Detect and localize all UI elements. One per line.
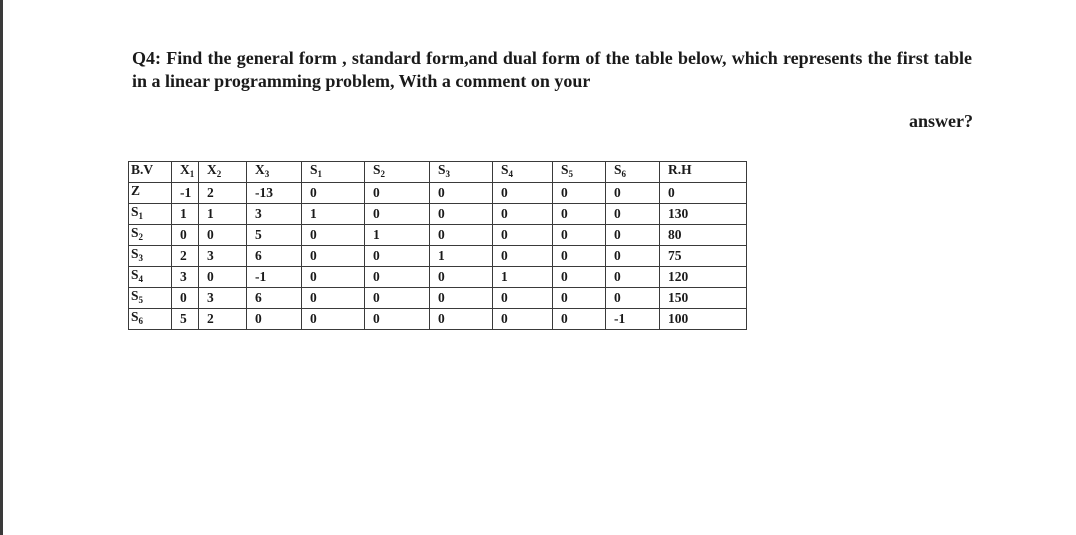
table-cell: -1 xyxy=(247,267,302,288)
table-cell: 6 xyxy=(247,288,302,309)
cell-label: S xyxy=(438,162,446,177)
cell-subscript: 4 xyxy=(508,169,514,179)
cell-label: S xyxy=(614,162,622,177)
table-cell: 0 xyxy=(302,309,365,330)
table-cell: 130 xyxy=(660,204,747,225)
table-cell: -1 xyxy=(172,183,199,204)
column-header xyxy=(247,162,302,183)
cell-subscript: 5 xyxy=(138,295,144,305)
table-cell: 0 xyxy=(553,309,606,330)
column-header xyxy=(199,162,247,183)
table-cell: -1 xyxy=(606,309,660,330)
page-left-border xyxy=(0,0,3,535)
table-header-row xyxy=(129,162,747,183)
table-cell: 0 xyxy=(430,183,493,204)
cell-label: S xyxy=(131,309,139,324)
cell-label: S xyxy=(131,288,139,303)
cell-subscript: 1 xyxy=(317,169,323,179)
table-cell: 0 xyxy=(606,246,660,267)
table-cell: 2 xyxy=(199,309,247,330)
table-cell: 100 xyxy=(660,309,747,330)
table-cell: 6 xyxy=(247,246,302,267)
table-cell: 0 xyxy=(606,225,660,246)
table-cell: 2 xyxy=(172,246,199,267)
simplex-table-body xyxy=(129,162,747,330)
table-cell: 0 xyxy=(493,246,553,267)
cell-label: X xyxy=(207,162,217,177)
table-cell: 0 xyxy=(247,309,302,330)
cell-label: X xyxy=(255,162,265,177)
table-cell: 0 xyxy=(606,183,660,204)
table-cell: 2 xyxy=(199,183,247,204)
table-cell: 0 xyxy=(302,225,365,246)
table-cell: 0 xyxy=(365,183,430,204)
table-cell: 0 xyxy=(553,246,606,267)
cell-subscript: 2 xyxy=(380,169,386,179)
table-cell: 80 xyxy=(660,225,747,246)
table-row xyxy=(129,183,747,204)
table-cell: 0 xyxy=(365,246,430,267)
table-cell: -13 xyxy=(247,183,302,204)
table-cell: 0 xyxy=(606,267,660,288)
basic-variable-cell xyxy=(129,267,172,288)
cell-label: X xyxy=(180,162,190,177)
cell-label: S xyxy=(561,162,569,177)
column-header xyxy=(493,162,553,183)
table-cell: 1 xyxy=(302,204,365,225)
table-row xyxy=(129,246,747,267)
column-header xyxy=(172,162,199,183)
table-cell: 0 xyxy=(430,225,493,246)
table-cell: 1 xyxy=(365,225,430,246)
table-row xyxy=(129,204,747,225)
cell-subscript: 1 xyxy=(189,169,195,179)
basic-variable-cell xyxy=(129,183,172,204)
column-header xyxy=(660,162,747,183)
cell-subscript: 3 xyxy=(264,169,270,179)
cell-subscript: 2 xyxy=(216,169,222,179)
cell-label: S xyxy=(310,162,318,177)
table-cell: 0 xyxy=(365,204,430,225)
basic-variable-cell xyxy=(129,204,172,225)
table-cell: 3 xyxy=(199,288,247,309)
basic-variable-cell xyxy=(129,225,172,246)
table-cell: 0 xyxy=(172,288,199,309)
table-cell: 0 xyxy=(553,204,606,225)
cell-subscript: 3 xyxy=(445,169,451,179)
table-row xyxy=(129,225,747,246)
basic-variable-cell xyxy=(129,246,172,267)
table-cell: 0 xyxy=(430,288,493,309)
table-row xyxy=(129,309,747,330)
cell-label: S xyxy=(131,267,139,282)
column-header xyxy=(430,162,493,183)
table-cell: 120 xyxy=(660,267,747,288)
cell-subscript: 2 xyxy=(138,232,144,242)
cell-label: S xyxy=(131,246,139,261)
table-cell: 150 xyxy=(660,288,747,309)
column-header xyxy=(365,162,430,183)
table-cell: 0 xyxy=(493,225,553,246)
table-cell: 0 xyxy=(365,267,430,288)
table-cell: 5 xyxy=(172,309,199,330)
table-cell: 0 xyxy=(493,288,553,309)
table-cell: 3 xyxy=(247,204,302,225)
table-cell: 0 xyxy=(365,309,430,330)
table-cell: 0 xyxy=(365,288,430,309)
column-header xyxy=(302,162,365,183)
table-cell: 0 xyxy=(430,267,493,288)
table-cell: 3 xyxy=(199,246,247,267)
table-row xyxy=(129,288,747,309)
cell-label: B.V xyxy=(131,162,154,177)
cell-label: S xyxy=(501,162,509,177)
table-cell: 1 xyxy=(172,204,199,225)
table-cell: 0 xyxy=(493,204,553,225)
table-cell: 1 xyxy=(199,204,247,225)
table-cell: 0 xyxy=(430,309,493,330)
cell-label: S xyxy=(131,204,139,219)
table-cell: 0 xyxy=(199,267,247,288)
table-cell: 0 xyxy=(606,288,660,309)
column-header xyxy=(129,162,172,183)
table-cell: 0 xyxy=(302,267,365,288)
cell-label: R.H xyxy=(668,162,692,177)
table-cell: 0 xyxy=(199,225,247,246)
table-cell: 1 xyxy=(493,267,553,288)
table-cell: 0 xyxy=(302,246,365,267)
cell-subscript: 6 xyxy=(138,316,144,326)
table-cell: 0 xyxy=(302,288,365,309)
column-header xyxy=(606,162,660,183)
cell-label: S xyxy=(373,162,381,177)
table-cell: 0 xyxy=(553,183,606,204)
cell-label: Z xyxy=(131,183,141,198)
cell-subscript: 1 xyxy=(138,211,144,221)
table-cell: 0 xyxy=(493,183,553,204)
table-cell: 0 xyxy=(660,183,747,204)
table-cell: 3 xyxy=(172,267,199,288)
table-cell: 0 xyxy=(606,204,660,225)
table-cell: 0 xyxy=(553,267,606,288)
cell-label: S xyxy=(131,225,139,240)
question-text-tail: answer? xyxy=(909,111,973,131)
table-cell: 0 xyxy=(430,204,493,225)
table-cell: 0 xyxy=(493,309,553,330)
cell-subscript: 3 xyxy=(138,253,144,263)
table-cell: 75 xyxy=(660,246,747,267)
cell-subscript: 5 xyxy=(568,169,574,179)
column-header xyxy=(553,162,606,183)
cell-subscript: 4 xyxy=(138,274,144,284)
table-cell: 0 xyxy=(553,225,606,246)
cell-subscript: 6 xyxy=(621,169,627,179)
table-cell: 5 xyxy=(247,225,302,246)
table-row xyxy=(129,267,747,288)
basic-variable-cell xyxy=(129,309,172,330)
simplex-table xyxy=(128,161,747,330)
table-cell: 0 xyxy=(172,225,199,246)
table-cell: 0 xyxy=(553,288,606,309)
basic-variable-cell xyxy=(129,288,172,309)
table-cell: 1 xyxy=(430,246,493,267)
question-text: Q4: Find the general form , standard form,and dual form of the table below, which represents the first table in a linear programming problem, With a comment on your xyxy=(132,48,972,91)
table-cell: 0 xyxy=(302,183,365,204)
